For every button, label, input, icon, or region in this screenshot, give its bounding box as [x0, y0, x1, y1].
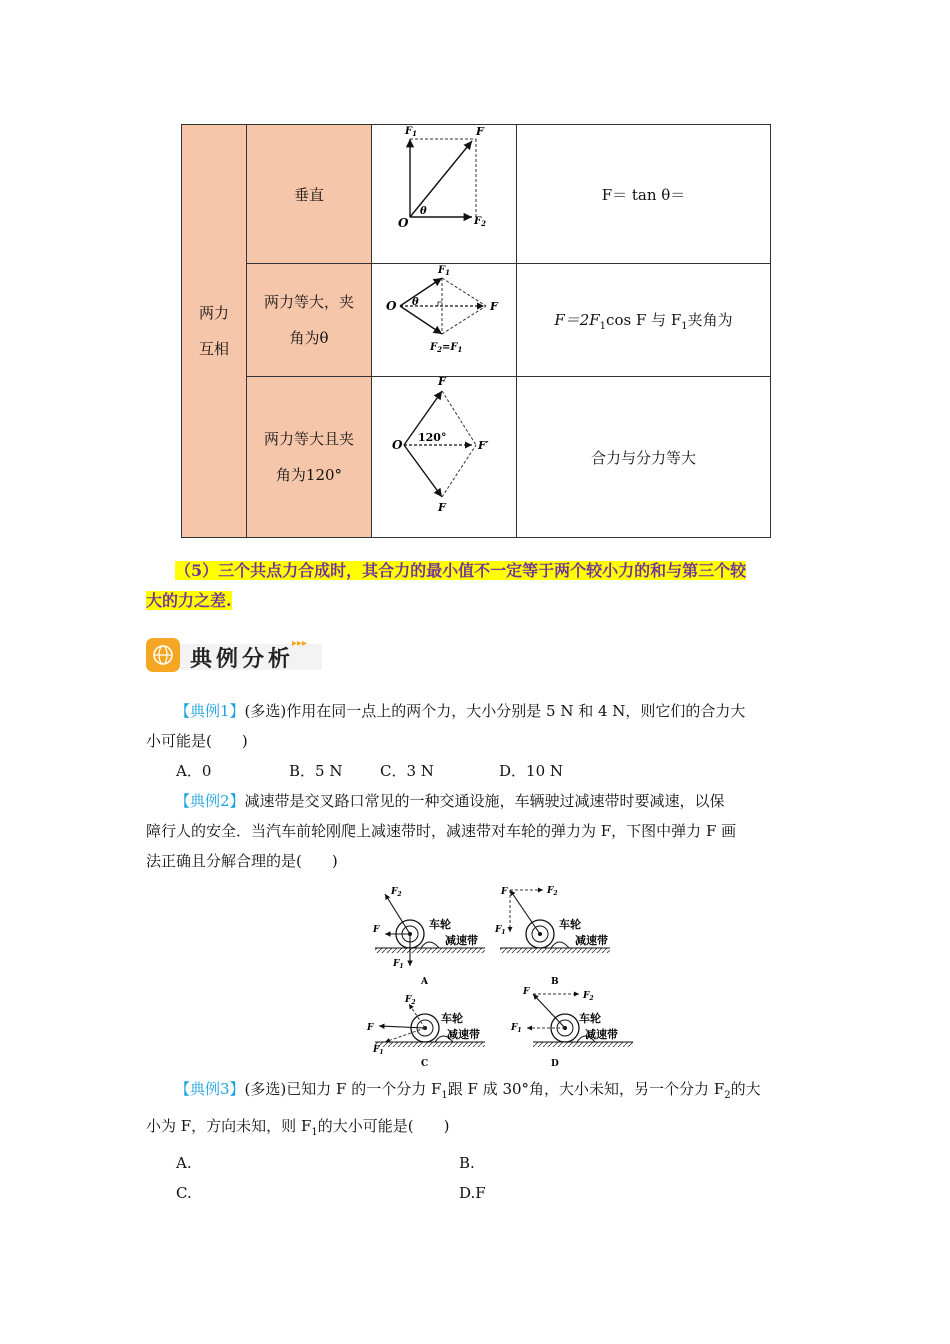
equal-120-diagram: [372, 377, 516, 533]
option-c[interactable]: C.: [176, 1184, 192, 1202]
option-b[interactable]: B.: [459, 1154, 475, 1172]
section-title: 典例分析: [190, 646, 295, 672]
example-text-line2: 小可能是( ): [146, 732, 248, 750]
example-2: [146, 786, 808, 876]
perpendicular-diagram: [372, 125, 516, 259]
options-row-2: [146, 1178, 808, 1208]
f-bottom-label: F: [438, 501, 446, 514]
svg-text:车轮: 车轮: [441, 1012, 463, 1025]
svg-text:F: F: [373, 925, 380, 935]
group-label-cell: [182, 125, 247, 538]
f-label: F: [490, 300, 498, 313]
svg-text:减速带: 减速带: [447, 1028, 480, 1041]
origin-label: O: [392, 438, 403, 452]
example-text-line2: 障行人的安全．当汽车前轮刚爬上减速带时，减速带对车轮的弹力为 F，下图中弹力 F 画: [146, 822, 737, 840]
example-3: [146, 1074, 808, 1208]
example-text-line1: (多选)作用在同一点上的两个力，大小分别是 5 N 和 4 N，则它们的合力大: [244, 702, 746, 720]
group-label-line1: 两力: [198, 304, 229, 322]
highlight-note-line1: （5）三个共点力合成时，其合力的最小值不一定等于两个较小力的和与第三个较: [175, 561, 747, 580]
example-tag: 【典例3】: [175, 1080, 245, 1098]
wheel-force-figure: [355, 880, 635, 1070]
highlight-note-line2: 大的力之差.: [146, 591, 232, 610]
svg-text:车轮: 车轮: [429, 918, 451, 931]
formula-perpendicular: [517, 125, 771, 264]
condition-text-line1: 两力等大且夹: [263, 430, 354, 448]
condition-perpendicular: [247, 125, 372, 264]
f2-label: $F_2$: [474, 216, 486, 228]
svg-text:车轮: 车轮: [559, 918, 581, 931]
svg-text:减速带: 减速带: [585, 1028, 618, 1041]
highlight-note: [146, 556, 808, 616]
section-badge: [146, 636, 322, 672]
example-tag: 【典例2】: [175, 792, 245, 810]
f2-equals-f1-label: $F_2=F_1$: [430, 342, 463, 354]
svg-text:F2: $F_2$: [583, 991, 594, 1002]
f1-label: $F_1$: [438, 265, 450, 277]
theta-label: θ: [420, 206, 427, 217]
option-a[interactable]: A.: [176, 1154, 192, 1172]
f-bottom-vector: [404, 445, 442, 497]
svg-text:F2: $F_2$: [547, 886, 558, 897]
options-row: [146, 756, 808, 786]
option-c[interactable]: C．3 N: [380, 762, 434, 780]
svg-text:F2: $F_2$: [391, 887, 402, 898]
formula-text: $F=2F_1\cos$ F 与 $F_1$夹角为: [554, 310, 733, 332]
force-composition-table: [181, 124, 771, 538]
panel-a[interactable]: [372, 887, 485, 987]
svg-text:D: D: [551, 1059, 559, 1069]
svg-text:F: F: [367, 1023, 374, 1033]
panel-b[interactable]: [494, 886, 610, 987]
f-prime-label: F′: [478, 439, 489, 452]
svg-text:A: A: [421, 977, 428, 987]
option-d[interactable]: D.F: [459, 1184, 486, 1202]
condition-text-line2: 角为θ: [289, 329, 329, 347]
example-text-line1: (多选)已知力 F 的一个分力 $F_1$跟 F 成 30°角，大小未知，另一个分力 $F_2$的大: [244, 1080, 761, 1101]
panel-c[interactable]: [366, 995, 485, 1069]
example-text-line3: 法正确且分解合理的是( ): [146, 852, 338, 870]
group-label-line2: 互相: [198, 340, 229, 358]
example-text-line2: 小为 F，方向未知，则 $F_1$的大小可能是( ): [146, 1117, 450, 1138]
svg-text:F1: $F_1$: [495, 925, 506, 936]
angle-label: 120°: [418, 431, 447, 444]
example-1: [146, 696, 808, 786]
origin-label: O: [386, 299, 397, 313]
svg-text:减速带: 减速带: [575, 934, 608, 947]
theta-label: θ: [412, 297, 419, 308]
option-d[interactable]: D．10 N: [499, 762, 564, 780]
option-b[interactable]: B．5 N: [289, 762, 343, 780]
f1-label: $F_1$: [405, 126, 417, 138]
svg-text:F1: $F_1$: [511, 1023, 522, 1034]
f-label: F: [476, 125, 484, 138]
equal-forces-diagram: [372, 264, 516, 372]
option-a[interactable]: A．0: [176, 762, 212, 780]
svg-text:F: F: [523, 987, 530, 997]
example-text-line1: 减速带是交叉路口常见的一种交通设施，车辆驶过减速带时要减速，以保: [244, 792, 725, 810]
svg-text:B: B: [551, 977, 559, 987]
formula-text: F＝ tan θ＝: [601, 185, 686, 204]
svg-text:F2: $F_2$: [405, 995, 416, 1006]
formula-text: 合力与分力等大: [590, 448, 696, 467]
formula-equal-120: [517, 377, 771, 538]
example-tag: 【典例1】: [175, 702, 245, 720]
f2-vector: [400, 306, 442, 334]
svg-text:F1: $F_1$: [393, 959, 404, 970]
diagram-cell-3: [372, 377, 517, 538]
condition-text-line2: 角为120°: [275, 466, 343, 484]
panel-d[interactable]: [510, 987, 633, 1069]
svg-text:C: C: [421, 1059, 429, 1069]
arrow-decoration: ▸▸▸: [292, 638, 308, 649]
svg-text:F: F: [501, 887, 508, 897]
diagram-cell-2: [372, 264, 517, 377]
f-top-label: F: [438, 377, 446, 388]
svg-text:车轮: 车轮: [579, 1012, 601, 1025]
options-row-1: [146, 1148, 808, 1178]
diagram-cell-1: [372, 125, 517, 264]
condition-text-line1: 两力等大，夹: [263, 293, 354, 311]
formula-equal-theta: [517, 264, 771, 377]
origin-label: O: [398, 216, 409, 230]
condition-equal-120: [247, 377, 372, 538]
condition-text: 垂直: [293, 185, 324, 204]
svg-text:减速带: 减速带: [445, 934, 478, 947]
condition-equal-theta: [247, 264, 372, 377]
f1-vector: [400, 278, 442, 306]
svg-text:F1: $F_1$: [373, 1045, 384, 1056]
